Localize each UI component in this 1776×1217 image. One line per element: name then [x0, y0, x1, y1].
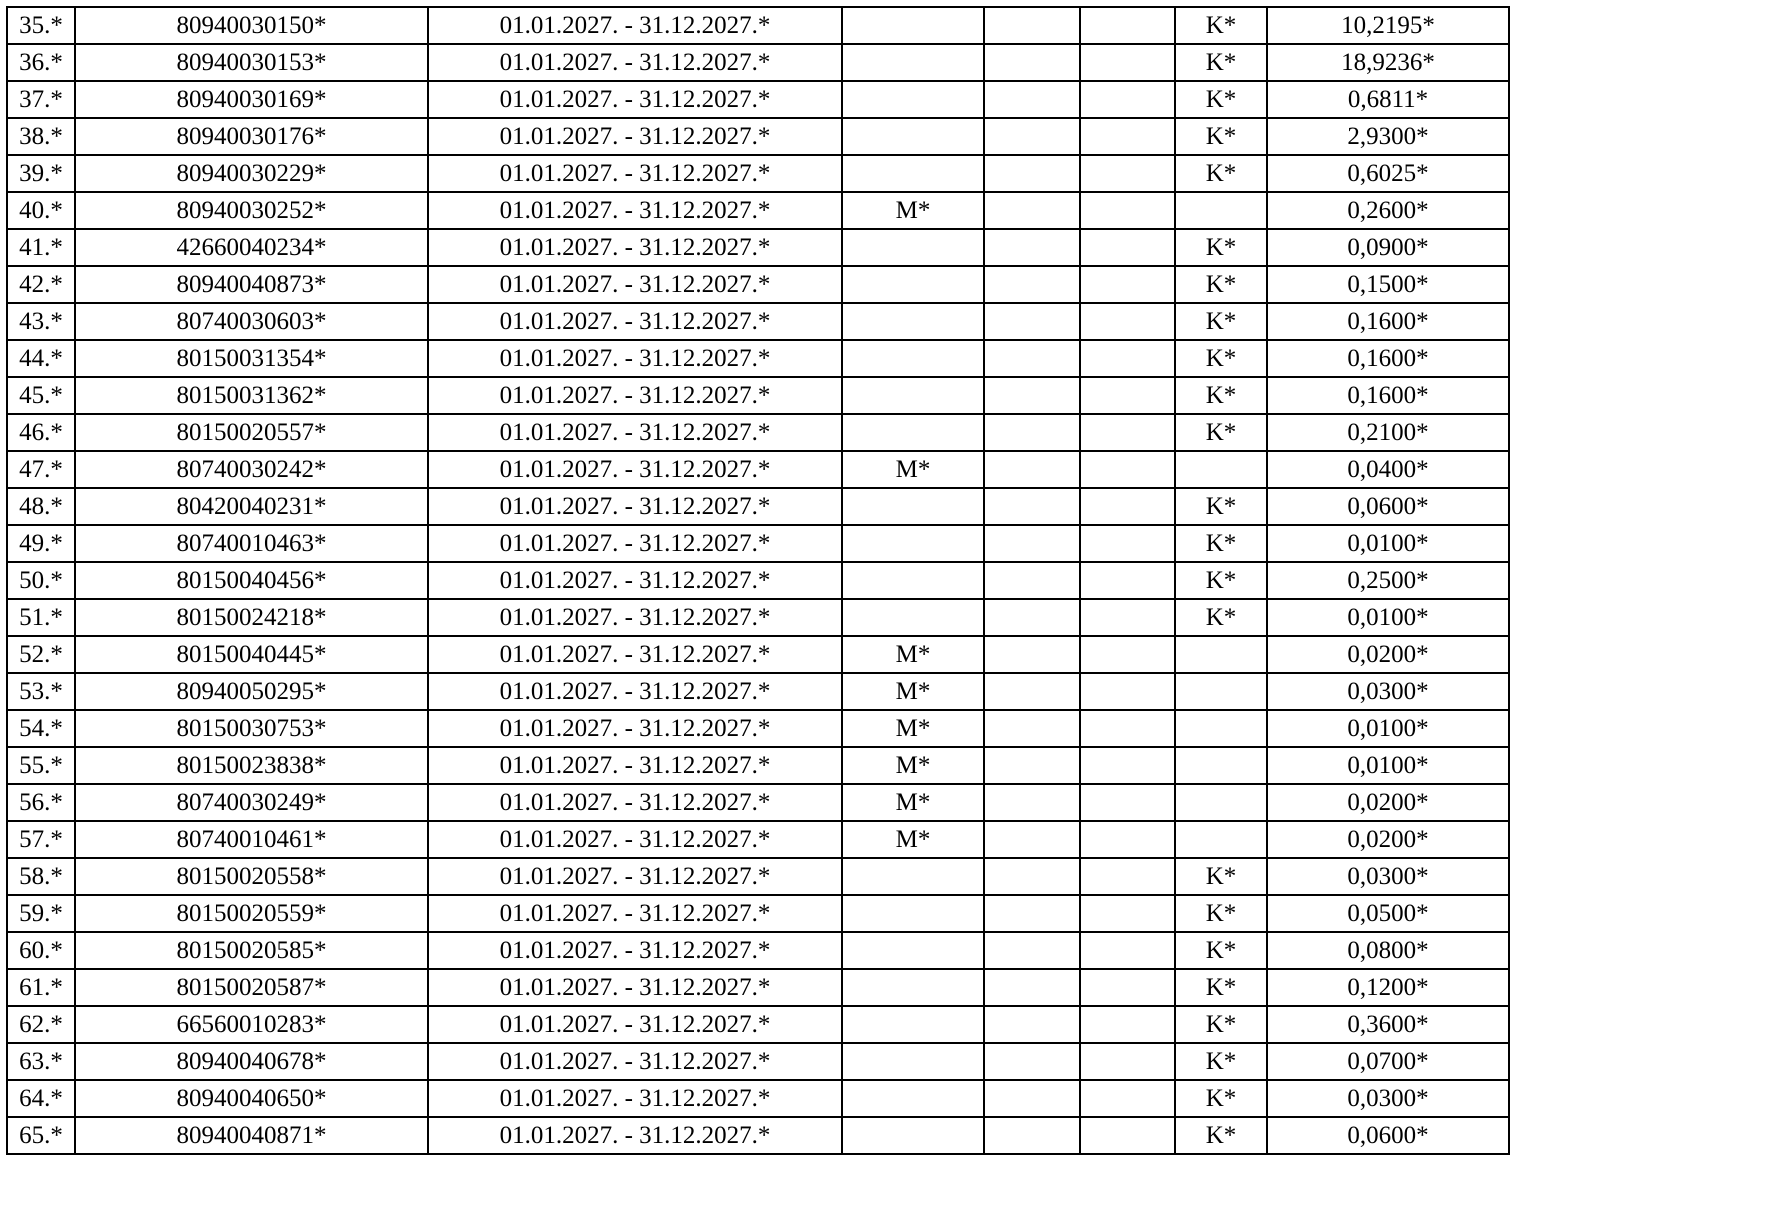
- table-cell-id: 80940030229*: [75, 155, 428, 192]
- table-cell-k-mark: [1175, 747, 1267, 784]
- table-cell-k-mark: K*: [1175, 44, 1267, 81]
- table-cell-blank2: [1080, 7, 1175, 44]
- table-cell-amount: 0,0600*: [1267, 488, 1509, 525]
- table-cell-id: 80940040678*: [75, 1043, 428, 1080]
- table-cell-amount: 0,0100*: [1267, 710, 1509, 747]
- table-row: [7, 858, 1509, 895]
- table-cell-period: 01.01.2027. - 31.12.2027.*: [428, 81, 842, 118]
- table-cell-no: 35.*: [7, 7, 75, 44]
- table-cell-no: 39.*: [7, 155, 75, 192]
- table-cell-period: 01.01.2027. - 31.12.2027.*: [428, 636, 842, 673]
- table-cell-k-mark: [1175, 192, 1267, 229]
- table-cell-id: 80940040873*: [75, 266, 428, 303]
- table-cell-blank2: [1080, 192, 1175, 229]
- table-cell-period: 01.01.2027. - 31.12.2027.*: [428, 1043, 842, 1080]
- table-row: [7, 636, 1509, 673]
- table-cell-m-mark: M*: [842, 784, 984, 821]
- table-cell-id: 80150030753*: [75, 710, 428, 747]
- table-cell-blank2: [1080, 266, 1175, 303]
- table-cell-m-mark: [842, 1043, 984, 1080]
- table-cell-blank2: [1080, 1043, 1175, 1080]
- table-cell-blank1: [984, 599, 1080, 636]
- table-cell-no: 40.*: [7, 192, 75, 229]
- table-cell-no: 55.*: [7, 747, 75, 784]
- table-row: [7, 229, 1509, 266]
- table-cell-blank1: [984, 969, 1080, 1006]
- table-cell-id: 80940030153*: [75, 44, 428, 81]
- table-cell-period: 01.01.2027. - 31.12.2027.*: [428, 932, 842, 969]
- table-row: [7, 932, 1509, 969]
- table-cell-id: 80940040650*: [75, 1080, 428, 1117]
- table-cell-k-mark: K*: [1175, 932, 1267, 969]
- table-cell-m-mark: M*: [842, 747, 984, 784]
- table-cell-k-mark: K*: [1175, 414, 1267, 451]
- table-cell-blank2: [1080, 303, 1175, 340]
- table-cell-blank1: [984, 377, 1080, 414]
- table-row: [7, 710, 1509, 747]
- table-cell-no: 52.*: [7, 636, 75, 673]
- table-cell-blank2: [1080, 562, 1175, 599]
- table-cell-period: 01.01.2027. - 31.12.2027.*: [428, 44, 842, 81]
- table-cell-amount: 0,0300*: [1267, 673, 1509, 710]
- table-cell-k-mark: K*: [1175, 81, 1267, 118]
- table-row: [7, 673, 1509, 710]
- table-cell-no: 38.*: [7, 118, 75, 155]
- table-cell-no: 65.*: [7, 1117, 75, 1154]
- table-cell-m-mark: [842, 1006, 984, 1043]
- table-cell-blank2: [1080, 340, 1175, 377]
- table-cell-m-mark: M*: [842, 821, 984, 858]
- table-row: [7, 821, 1509, 858]
- table-cell-amount: 0,0100*: [1267, 747, 1509, 784]
- table-cell-amount: 0,2500*: [1267, 562, 1509, 599]
- table-cell-id: 80150031362*: [75, 377, 428, 414]
- table-cell-no: 54.*: [7, 710, 75, 747]
- table-body: [7, 7, 1509, 1154]
- table-cell-blank1: [984, 673, 1080, 710]
- table-cell-no: 62.*: [7, 1006, 75, 1043]
- table-cell-id: 80420040231*: [75, 488, 428, 525]
- table-cell-m-mark: [842, 7, 984, 44]
- table-cell-period: 01.01.2027. - 31.12.2027.*: [428, 155, 842, 192]
- table-cell-m-mark: [842, 525, 984, 562]
- table-cell-amount: 0,2600*: [1267, 192, 1509, 229]
- table-cell-no: 37.*: [7, 81, 75, 118]
- table-cell-no: 36.*: [7, 44, 75, 81]
- table-cell-blank2: [1080, 969, 1175, 1006]
- table-cell-no: 46.*: [7, 414, 75, 451]
- table-cell-blank1: [984, 784, 1080, 821]
- table-cell-m-mark: [842, 377, 984, 414]
- table-cell-id: 80150040456*: [75, 562, 428, 599]
- table-cell-no: 56.*: [7, 784, 75, 821]
- table-cell-m-mark: [842, 858, 984, 895]
- table-cell-id: 80740010463*: [75, 525, 428, 562]
- table-cell-id: 80940030252*: [75, 192, 428, 229]
- table-cell-blank2: [1080, 747, 1175, 784]
- table-cell-blank1: [984, 414, 1080, 451]
- table-cell-blank2: [1080, 636, 1175, 673]
- table-cell-m-mark: M*: [842, 710, 984, 747]
- table-cell-k-mark: K*: [1175, 303, 1267, 340]
- table-cell-blank1: [984, 1006, 1080, 1043]
- table-cell-id: 66560010283*: [75, 1006, 428, 1043]
- table-cell-period: 01.01.2027. - 31.12.2027.*: [428, 488, 842, 525]
- table-cell-m-mark: [842, 895, 984, 932]
- table-cell-blank1: [984, 192, 1080, 229]
- table-cell-amount: 0,6811*: [1267, 81, 1509, 118]
- table-cell-amount: 0,1600*: [1267, 303, 1509, 340]
- table-cell-m-mark: [842, 969, 984, 1006]
- table-cell-blank2: [1080, 525, 1175, 562]
- table-cell-id: 80150023838*: [75, 747, 428, 784]
- table-cell-k-mark: K*: [1175, 1006, 1267, 1043]
- table-cell-m-mark: [842, 488, 984, 525]
- table-cell-k-mark: K*: [1175, 266, 1267, 303]
- table-cell-amount: 0,0500*: [1267, 895, 1509, 932]
- table-cell-no: 60.*: [7, 932, 75, 969]
- table-cell-no: 50.*: [7, 562, 75, 599]
- table-row: [7, 266, 1509, 303]
- table-cell-k-mark: [1175, 710, 1267, 747]
- table-cell-amount: 0,0300*: [1267, 1080, 1509, 1117]
- table-cell-blank2: [1080, 488, 1175, 525]
- table-cell-k-mark: K*: [1175, 118, 1267, 155]
- table-cell-k-mark: K*: [1175, 229, 1267, 266]
- table-cell-period: 01.01.2027. - 31.12.2027.*: [428, 784, 842, 821]
- table-cell-blank2: [1080, 1080, 1175, 1117]
- table-cell-blank1: [984, 1043, 1080, 1080]
- table-cell-amount: 0,0300*: [1267, 858, 1509, 895]
- table-row: [7, 340, 1509, 377]
- table-cell-amount: 0,0700*: [1267, 1043, 1509, 1080]
- table-cell-k-mark: K*: [1175, 488, 1267, 525]
- table-row: [7, 1080, 1509, 1117]
- table-cell-period: 01.01.2027. - 31.12.2027.*: [428, 192, 842, 229]
- table-cell-amount: 0,0900*: [1267, 229, 1509, 266]
- table-cell-id: 80940030150*: [75, 7, 428, 44]
- table-cell-blank1: [984, 895, 1080, 932]
- table-cell-blank2: [1080, 1006, 1175, 1043]
- table-cell-k-mark: K*: [1175, 1043, 1267, 1080]
- table-cell-id: 80150024218*: [75, 599, 428, 636]
- table-cell-blank2: [1080, 895, 1175, 932]
- table-cell-blank2: [1080, 81, 1175, 118]
- table-cell-m-mark: [842, 266, 984, 303]
- table-cell-k-mark: [1175, 451, 1267, 488]
- table-cell-amount: 0,0800*: [1267, 932, 1509, 969]
- table-cell-m-mark: [842, 932, 984, 969]
- table-cell-period: 01.01.2027. - 31.12.2027.*: [428, 1006, 842, 1043]
- table-cell-m-mark: M*: [842, 192, 984, 229]
- table-cell-m-mark: M*: [842, 673, 984, 710]
- table-cell-no: 43.*: [7, 303, 75, 340]
- table-cell-amount: 0,0200*: [1267, 821, 1509, 858]
- table-row: [7, 784, 1509, 821]
- table-cell-k-mark: K*: [1175, 1117, 1267, 1154]
- table-cell-id: 80940040871*: [75, 1117, 428, 1154]
- table-cell-amount: 0,3600*: [1267, 1006, 1509, 1043]
- table-cell-blank2: [1080, 673, 1175, 710]
- table-cell-blank1: [984, 7, 1080, 44]
- table-cell-period: 01.01.2027. - 31.12.2027.*: [428, 1080, 842, 1117]
- table-cell-blank1: [984, 710, 1080, 747]
- table-cell-no: 42.*: [7, 266, 75, 303]
- table-cell-id: 80150020585*: [75, 932, 428, 969]
- table-cell-period: 01.01.2027. - 31.12.2027.*: [428, 747, 842, 784]
- table-cell-period: 01.01.2027. - 31.12.2027.*: [428, 821, 842, 858]
- table-cell-blank1: [984, 1080, 1080, 1117]
- table-cell-period: 01.01.2027. - 31.12.2027.*: [428, 969, 842, 1006]
- table-cell-no: 44.*: [7, 340, 75, 377]
- table-cell-blank1: [984, 488, 1080, 525]
- table-cell-period: 01.01.2027. - 31.12.2027.*: [428, 266, 842, 303]
- table-cell-m-mark: [842, 81, 984, 118]
- table-cell-k-mark: K*: [1175, 895, 1267, 932]
- table-cell-id: 80150040445*: [75, 636, 428, 673]
- table-row: [7, 118, 1509, 155]
- table-cell-amount: 0,0100*: [1267, 599, 1509, 636]
- table-cell-k-mark: [1175, 636, 1267, 673]
- table-cell-amount: 0,0100*: [1267, 525, 1509, 562]
- table-cell-blank2: [1080, 451, 1175, 488]
- table-cell-blank1: [984, 81, 1080, 118]
- table-cell-blank1: [984, 303, 1080, 340]
- table-cell-k-mark: [1175, 821, 1267, 858]
- table-cell-no: 59.*: [7, 895, 75, 932]
- table-cell-m-mark: [842, 1117, 984, 1154]
- table-row: [7, 599, 1509, 636]
- table-row: [7, 414, 1509, 451]
- table-cell-blank1: [984, 266, 1080, 303]
- table-cell-m-mark: [842, 414, 984, 451]
- table-row: [7, 451, 1509, 488]
- table-cell-period: 01.01.2027. - 31.12.2027.*: [428, 451, 842, 488]
- table-cell-no: 48.*: [7, 488, 75, 525]
- table-cell-period: 01.01.2027. - 31.12.2027.*: [428, 7, 842, 44]
- table-cell-id: 80150031354*: [75, 340, 428, 377]
- table-cell-amount: 10,2195*: [1267, 7, 1509, 44]
- table-row: [7, 747, 1509, 784]
- table-cell-amount: 0,6025*: [1267, 155, 1509, 192]
- table-cell-m-mark: M*: [842, 451, 984, 488]
- table-row: [7, 562, 1509, 599]
- table-cell-id: 80740030249*: [75, 784, 428, 821]
- table-cell-m-mark: [842, 229, 984, 266]
- table-cell-no: 41.*: [7, 229, 75, 266]
- table-cell-blank2: [1080, 710, 1175, 747]
- table-cell-no: 49.*: [7, 525, 75, 562]
- table-cell-k-mark: K*: [1175, 969, 1267, 1006]
- table-cell-amount: 0,0200*: [1267, 636, 1509, 673]
- table-cell-blank1: [984, 747, 1080, 784]
- table-cell-m-mark: [842, 303, 984, 340]
- table-cell-blank1: [984, 1117, 1080, 1154]
- table-cell-amount: 0,1500*: [1267, 266, 1509, 303]
- table-cell-id: 80150020559*: [75, 895, 428, 932]
- table-row: [7, 44, 1509, 81]
- table-cell-blank1: [984, 858, 1080, 895]
- table-cell-period: 01.01.2027. - 31.12.2027.*: [428, 673, 842, 710]
- table-cell-no: 51.*: [7, 599, 75, 636]
- table-cell-m-mark: [842, 44, 984, 81]
- table-cell-blank2: [1080, 932, 1175, 969]
- table-row: [7, 525, 1509, 562]
- table-cell-id: 80940030176*: [75, 118, 428, 155]
- table-cell-k-mark: [1175, 673, 1267, 710]
- table-cell-blank2: [1080, 599, 1175, 636]
- table-cell-blank1: [984, 155, 1080, 192]
- table-cell-no: 61.*: [7, 969, 75, 1006]
- table-cell-period: 01.01.2027. - 31.12.2027.*: [428, 895, 842, 932]
- table-cell-id: 80940030169*: [75, 81, 428, 118]
- table-cell-period: 01.01.2027. - 31.12.2027.*: [428, 599, 842, 636]
- table-row: [7, 1043, 1509, 1080]
- table-cell-period: 01.01.2027. - 31.12.2027.*: [428, 562, 842, 599]
- table-cell-no: 57.*: [7, 821, 75, 858]
- table-cell-blank2: [1080, 229, 1175, 266]
- table-cell-id: 80740030242*: [75, 451, 428, 488]
- table-cell-id: 80150020557*: [75, 414, 428, 451]
- table-cell-blank1: [984, 229, 1080, 266]
- table-row: [7, 155, 1509, 192]
- table-cell-m-mark: [842, 155, 984, 192]
- table-cell-blank1: [984, 525, 1080, 562]
- table-cell-m-mark: [842, 340, 984, 377]
- table-cell-id: 42660040234*: [75, 229, 428, 266]
- table-cell-k-mark: K*: [1175, 155, 1267, 192]
- table-row: [7, 895, 1509, 932]
- table-cell-id: 80740030603*: [75, 303, 428, 340]
- table-row: [7, 7, 1509, 44]
- table-cell-period: 01.01.2027. - 31.12.2027.*: [428, 525, 842, 562]
- table-cell-blank1: [984, 821, 1080, 858]
- table-cell-k-mark: [1175, 784, 1267, 821]
- table-row: [7, 303, 1509, 340]
- table-cell-id: 80150020587*: [75, 969, 428, 1006]
- table-cell-blank2: [1080, 155, 1175, 192]
- table-cell-blank1: [984, 451, 1080, 488]
- table-cell-blank1: [984, 636, 1080, 673]
- table-cell-amount: 18,9236*: [1267, 44, 1509, 81]
- table-cell-amount: 0,0200*: [1267, 784, 1509, 821]
- table-cell-no: 45.*: [7, 377, 75, 414]
- table-cell-blank1: [984, 932, 1080, 969]
- table-cell-id: 80150020558*: [75, 858, 428, 895]
- table-cell-blank2: [1080, 118, 1175, 155]
- table-cell-no: 64.*: [7, 1080, 75, 1117]
- table-cell-id: 80940050295*: [75, 673, 428, 710]
- table-row: [7, 192, 1509, 229]
- table-cell-period: 01.01.2027. - 31.12.2027.*: [428, 118, 842, 155]
- table-cell-amount: 0,1600*: [1267, 340, 1509, 377]
- table-cell-period: 01.01.2027. - 31.12.2027.*: [428, 414, 842, 451]
- table-row: [7, 1117, 1509, 1154]
- table-cell-k-mark: K*: [1175, 340, 1267, 377]
- table-cell-period: 01.01.2027. - 31.12.2027.*: [428, 377, 842, 414]
- table-cell-blank2: [1080, 784, 1175, 821]
- table-cell-blank1: [984, 562, 1080, 599]
- table-row: [7, 488, 1509, 525]
- table-cell-blank2: [1080, 377, 1175, 414]
- table-cell-id: 80740010461*: [75, 821, 428, 858]
- table-cell-amount: 0,1200*: [1267, 969, 1509, 1006]
- table-cell-k-mark: K*: [1175, 7, 1267, 44]
- table-cell-k-mark: K*: [1175, 377, 1267, 414]
- table-cell-period: 01.01.2027. - 31.12.2027.*: [428, 303, 842, 340]
- table-cell-blank2: [1080, 858, 1175, 895]
- table-cell-amount: 0,1600*: [1267, 377, 1509, 414]
- table-cell-period: 01.01.2027. - 31.12.2027.*: [428, 710, 842, 747]
- table-cell-blank1: [984, 118, 1080, 155]
- table-cell-amount: 2,9300*: [1267, 118, 1509, 155]
- table-cell-period: 01.01.2027. - 31.12.2027.*: [428, 340, 842, 377]
- table-cell-blank2: [1080, 414, 1175, 451]
- table-cell-k-mark: K*: [1175, 858, 1267, 895]
- table-cell-amount: 0,0400*: [1267, 451, 1509, 488]
- table-cell-m-mark: [842, 599, 984, 636]
- table-cell-no: 58.*: [7, 858, 75, 895]
- table-cell-amount: 0,0600*: [1267, 1117, 1509, 1154]
- table-cell-no: 53.*: [7, 673, 75, 710]
- table-cell-m-mark: [842, 118, 984, 155]
- table-cell-no: 47.*: [7, 451, 75, 488]
- table-cell-period: 01.01.2027. - 31.12.2027.*: [428, 1117, 842, 1154]
- table-cell-m-mark: [842, 562, 984, 599]
- table-row: [7, 81, 1509, 118]
- table-cell-blank2: [1080, 1117, 1175, 1154]
- table-cell-amount: 0,2100*: [1267, 414, 1509, 451]
- table-cell-k-mark: K*: [1175, 1080, 1267, 1117]
- table-cell-blank2: [1080, 44, 1175, 81]
- table-cell-no: 63.*: [7, 1043, 75, 1080]
- table-row: [7, 1006, 1509, 1043]
- table-cell-blank1: [984, 44, 1080, 81]
- table-cell-period: 01.01.2027. - 31.12.2027.*: [428, 858, 842, 895]
- table-cell-m-mark: M*: [842, 636, 984, 673]
- data-table: [6, 6, 1510, 1155]
- table-cell-k-mark: K*: [1175, 599, 1267, 636]
- table-row: [7, 969, 1509, 1006]
- table-cell-blank1: [984, 340, 1080, 377]
- table-cell-m-mark: [842, 1080, 984, 1117]
- table-cell-k-mark: K*: [1175, 562, 1267, 599]
- table-cell-k-mark: K*: [1175, 525, 1267, 562]
- table-row: [7, 377, 1509, 414]
- table-cell-blank2: [1080, 821, 1175, 858]
- table-cell-period: 01.01.2027. - 31.12.2027.*: [428, 229, 842, 266]
